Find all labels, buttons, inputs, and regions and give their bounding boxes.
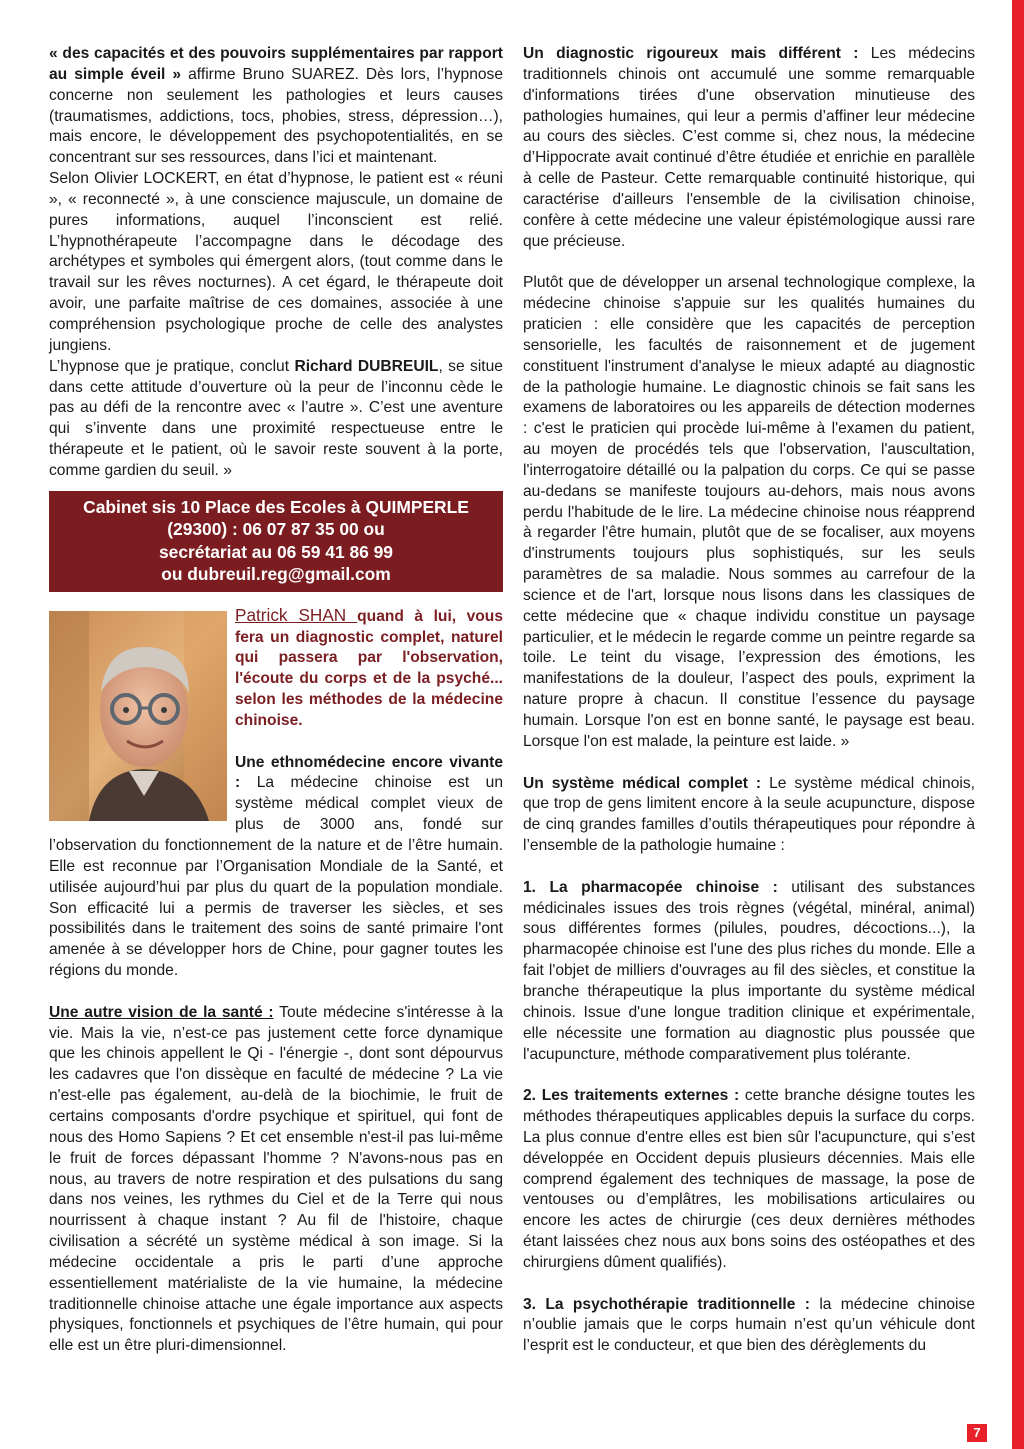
paragraph-psychotherapie: 3. La psychothérapie traditionnelle : la médecine chinoise n’oublie jamais que le corps humain n’est qu’un véhicule dont l’esprit est le conducteur, et que bien des dérèglements du (523, 1295, 975, 1355)
paragraph-traitements-externes: 2. Les traitements externes : cette branche désigne toutes les méthodes thérapeutiques applicables depuis la surface du corps. La plus connue d'entre elles est bien sûr l'acupuncture, qui s’est développée en Occident depuis plusieurs décennies. Mais elle comprend également des techniques de massage, la pose de ventouses ou d’emplâtres, les mobilisations articulaires ou encore les actes de chirurgie (ces deux dernières méthodes étant laissées chez nous aux bons soins des ostéopathes et des chirurgiens dûment qualifiés). (523, 1087, 976, 1271)
spacer (523, 252, 975, 273)
heading-ethnomedecine: Une ethnomédecine encore vivante : (235, 753, 503, 792)
paragraph-hypnose-suarez (49, 44, 503, 169)
dubreuil-name: Richard DUBREUIL (294, 357, 439, 375)
contact-line: (29300) : 06 07 87 35 00 ou (167, 519, 385, 540)
heading-diagnostic: Un diagnostic rigoureux mais différent : (523, 45, 859, 62)
spacer (49, 982, 503, 1003)
contact-line: secrétariat au 06 59 41 86 99 (159, 541, 393, 562)
paragraph-arsenal: Plutôt que de développer un arsenal technologique complexe, la médecine chinoise s'appuie sur les qualités humaines du praticien : elle considère que les capacités de perception sensorielle, les facultés de raisonnement et de jugement constituent l'instrument d'analyse le mieux adapté au diagnostic de la pathologie humaine. Le diagnostic chinois se fait sans les examens de laboratoires ou les appareils de détection modernes : c'est le praticien qui procède lui-même à l'examen du patient, au moyen de procédés tels que l'observation, l'auscultation, l'interrogatoire détaillé ou la palpation du corps. Ce qui se passe au-dedans se manifeste toujours au-dehors, mais nous avons perdu l'habitude de le lire. La médecine chinoise nous réapprend à regarder l'être humain, plutôt que de se focaliser, aux moyens d'instruments toujours plus sophistiqués, sur les seuls paramètres de sa maladie. Nous sommes au carrefour de la science et de l'art, lorsque nous lisons dans les classiques de cette médecine que « chaque individu constitue un paysage particulier, et le médecin le regarde comme un peintre regarde sa toile. Le teint du visage, l’expression des émotions, les manifestations de la douleur, l’aspect des pouls, expriment la nature propre à chacun. Il constitue l’essence du paysage humain. Lorsque l'on est en bonne santé, le paysage est beau. Lorsque l'on est malade, la peinture est laide. » (523, 274, 975, 750)
paragraph-ethnomedecine: Une ethnomédecine encore vivante : La médecine chinoise est un système médical complet vieux de plus de 3000 ans, fondé sur l’observation du fonctionnement de la nature et de l’être humain. Elle est reconnue par l’Organisation Mondiale de la Santé, et utilisée aujourd’hui par plus du quart de la population mondiale. Son efficacité lui a permis de traverser les siècles, et ses possibilités dans le traitement des soins de santé primaire l'ont amenée à se développer hors de Chine, pour gagner toutes les régions du monde. (49, 753, 503, 980)
heading-systeme: Un système médical complet : (523, 774, 762, 792)
page-number: 7 (967, 1424, 987, 1442)
portrait-photo (49, 611, 227, 821)
spacer (523, 1065, 975, 1086)
page-edge-bar (1012, 0, 1024, 1449)
paragraph-pharmacopee: 1. La pharmacopée chinoise : utilisant des substances médicinales issues des trois règnes (végétal, minéral, animal) sous différentes formes (pilules, poudres, décoctions...), la pharmacopée chinoise est l'une des plus riches du monde. Elle a fait l'objet de milliers d'ouvrages au fil des siècles, et constitue la branche thérapeutique la plus importante du système médical chinois. Issue d'une longue tradition clinique et expérimentale, elle nécessite une formation au diagnostic plus poussée que l'acupuncture, méthode comparativement plus tolérante. (523, 878, 975, 1063)
heading-vision: Une autre vision de la santé : (49, 1003, 274, 1021)
paragraph-vision: Une autre vision de la santé : Toute médecine s'intéresse à la vie. Mais la vie, n’est-ce pas justement cette force dynamique que les chinois appellent le Qi - l'énergie -, dont sont dépourvus les cadavres que l'on dissèque en faculté de médecine ? La vie n'est-elle pas également, au-delà de la biochimie, le fruit de certains composants d'ordre psychique et spirituel, qui font de nous des Homo Sapiens ? Et cet ensemble n'est-il pas lui-même le fruit de forces dépassant l'homme ? N'avons-nous pas en nous, au travers de notre respiration et des pulsations du sang dans nos veines, les rythmes du Ciel et de la Terre qui nous nourrissent à chaque instant ? Au fil de l'histoire, chaque civilisation a sécrété un système médical à son image. Si la médecine occidentale a pris le parti d’une approche essentiellement matérialiste de la vie humaine, la médecine traditionnelle chinoise attache une égale importance aux aspects physiques, fonctionnels et psychiques de l’être humain, qui pour elle est un être pluri-dimensionnel. (49, 1003, 503, 1355)
portrait-photo-image (49, 611, 227, 821)
heading-psychotherapie: 3. La psychothérapie traditionnelle : (523, 1295, 810, 1313)
contact-email[interactable]: ou dubreuil.reg@gmail.com (161, 564, 391, 585)
paragraph-dubreuil: L’hypnose que je pratique, conclut Richard DUBREUIL, se situe dans cette attitude d’ouverture où la peur de l’inconnu cède le pas au défi de la rencontre avec « l’autre ». C’est une aventure qui s’invente dans une proximité respectueuse entre le thérapeute et le patient, où le savoir reste souvent à la porte, comme gardien du seuil. » (49, 357, 503, 479)
right-column (523, 44, 975, 1357)
heading-pharmacopee: 1. La pharmacopée chinoise : (523, 878, 778, 896)
heading-traitements-externes: 2. Les traitements externes : (523, 1087, 740, 1105)
shan-intro: Patrick SHAN quand à lui, vous fera un diagnostic complet, naturel qui passera par l'observation, l'écoute du corps et de la psyché... selon les méthodes de la médecine chinoise. (235, 604, 503, 729)
shan-name: Patrick SHAN (235, 604, 358, 625)
paragraph-systeme: Un système médical complet : Le système médical chinois, que trop de gens limitent encore à la seule acupuncture, dispose de cinq grandes familles d’outils thérapeutiques pour répondre à l’ensemble de la pathologie humaine : (523, 774, 975, 855)
paragraph-lockert: Selon Olivier LOCKERT, en état d’hypnose, le patient est « réuni », « reconnecté », à une conscience majuscule, un domaine de pures informations, auquel l’inconscient est relié. L’hypnothérapeute l’accompagne dans le décodage des archétypes et symboles qui émergent alors, (tout comme dans le travail sur les rêves nocturnes). A cet égard, le thérapeute doit avoir, une parfaite maîtrise de ces domaines, associée à une compréhension psychologique proche de celle des analystes jungiens. (49, 170, 503, 354)
spacer (523, 1274, 975, 1295)
contact-line: Cabinet sis 10 Place des Ecoles à QUIMPERLE (83, 496, 469, 517)
paragraph-diagnostic: Un diagnostic rigoureux mais différent : Les médecins traditionnels chinois ont accumulé une somme remarquable d'informations tirées d'une observation minutieuse des pathologies humaines, qui leur a permis d’affiner leur médecine au cours des siècles. C’est comme si, chez nous, la médecine d’Hippocrate avait continué d’être étudiée et enrichie en parallèle à celle de Pasteur. Cette remarquable continuité historique, qui caractérise d'ailleurs l'ensemble de la civilisation chinoise, confère à cette médecine une valeur épistémologique aussi rare que précieuse. (523, 45, 975, 250)
paragraph-text: affirme Bruno SUAREZ. Dès lors, l’hypnose concerne non seulement les pathologies et leurs causes (traumatismes, addictions, tocs, phobies, stress, dépression…), mais encore, le développement des psychopotentialités, en se concentrant sur ses ressources, dans l’ici et maintenant. (49, 65, 504, 167)
spacer (523, 753, 975, 774)
left-column (49, 44, 503, 1357)
spacer (523, 857, 975, 878)
quote-bold: « des capacités et des pouvoirs supplémentaires par rapport au simple éveil » (49, 45, 503, 83)
contact-box (49, 491, 503, 592)
